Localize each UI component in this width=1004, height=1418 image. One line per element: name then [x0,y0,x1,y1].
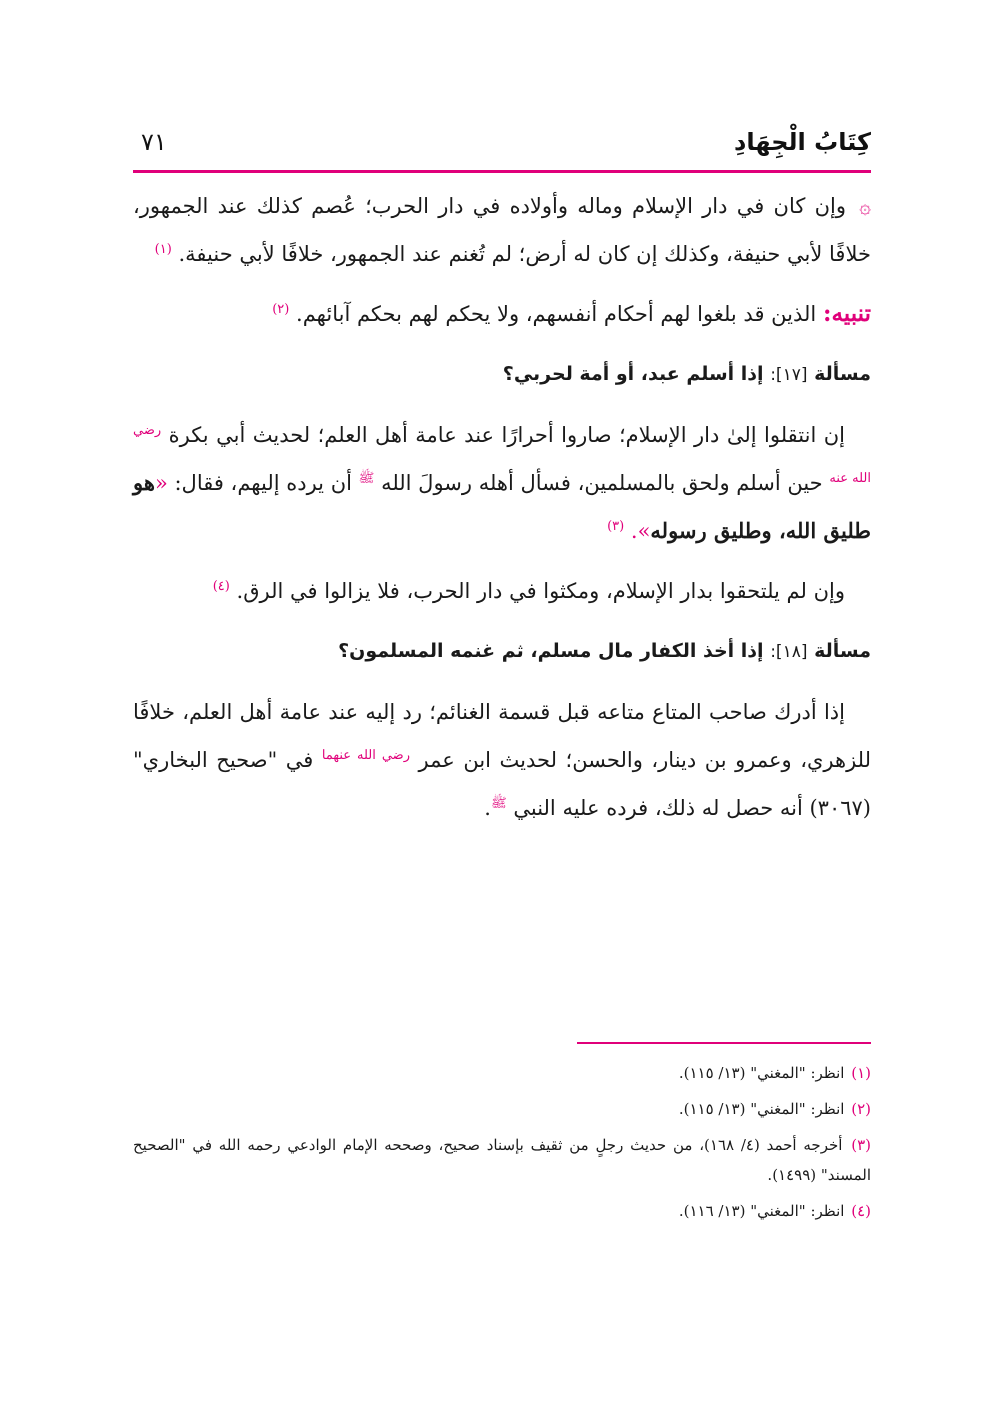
tanbih-label: تنبيه: [822,300,871,327]
paragraph-4 [133,688,871,832]
footnote-number: (١) [851,1064,871,1082]
masala-17-heading [133,350,871,399]
footnote-number: (٤) [851,1202,871,1220]
paragraph-3 [133,567,871,615]
footnote-ref-3[interactable]: (٣) [607,519,625,534]
quote-close: ». [630,519,651,543]
honorific-radiyallah-icon: رضي الله عنهما [321,748,410,763]
footnote-ref-2[interactable]: (٢) [272,302,290,317]
footnote-number: (٢) [851,1100,871,1118]
honorific-radiyallah-icon: رضي الله عنه [133,423,871,486]
tanbih-text: الذين قد بلغوا لهم أحكام أنفسهم، ولا يحكم لهم بحكم آبائهم. [296,302,817,326]
footnote-3 [133,1130,871,1190]
paragraph-4-text-a: إذا أدرك صاحب المتاع متاعه قبل قسمة الغنائم؛ رد إليه عند عامة أهل العلم، خلافًا للزهري، وعمرو بن دينار، والحسن؛ لحديث ابن عمر [133,700,872,772]
book-page [133,120,871,1310]
footnote-2 [133,1094,871,1124]
masala-17-label: مسألة [814,363,871,385]
tanbih-paragraph [133,290,871,338]
paragraph-2-text-b: حين أسلم ولحق بالمسلمين، فسأل أهله رسولَ الله [381,471,823,495]
paragraph-4-text-b: في "صحيح البخاري" (٣٠٦٧) أنه حصل له ذلك، فرده عليه النبي [133,748,871,820]
masala-18-label: مسألة [814,640,871,662]
footnote-text: انظر: "المغني" (١٣/ ١١٥). [678,1064,845,1082]
masala-18-number: [١٨]: [770,642,808,662]
footnote-divider [577,1042,871,1044]
footnote-ref-4[interactable]: (٤) [212,579,230,594]
masala-18-heading [133,627,871,676]
flower-ornament-icon: ۞ [859,194,871,218]
footnote-number: (٣) [851,1136,871,1154]
footnote-ref-1[interactable]: (١) [154,242,172,257]
paragraph-1-text: وإن كان في دار الإسلام وماله وأولاده في دار الحرب؛ عُصم كذلك عند الجمهور، خلافًا لأبي حنيفة، وكذلك إن كان له أرض؛ لم تُغنم عند الجمهور، خلافًا لأبي حنيفة. [133,194,871,266]
footnote-text: انظر: "المغني" (١٣/ ١١٦). [678,1202,845,1220]
main-text [133,182,871,844]
footnote-1 [133,1058,871,1088]
footnotes [133,1058,871,1232]
paragraph-2-text-c: أن يرده إليهم، فقال: [174,471,352,495]
chapter-title: كِتَابُ الْجِهَادِ [734,128,871,156]
masala-17-number: [١٧]: [770,365,808,385]
masala-17-title: إذا أسلم عبد، أو أمة لحربي؟ [502,363,764,385]
paragraph-2-text-a: إن انتقلوا إلىٰ دار الإسلام؛ صاروا أحرارًا عند عامة أهل العلم؛ لحديث أبي بكرة [168,423,845,447]
quote-open: « [154,471,168,495]
page-number: ٧١ [141,128,167,156]
footnote-text: انظر: "المغني" (١٣/ ١١٥). [678,1100,845,1118]
masala-18-title: إذا أخذ الكفار مال مسلم، ثم غنمه المسلمون؟ [338,640,764,662]
honorific-salla-icon: ﷺ [490,796,507,811]
paragraph-4-text-c: . [484,796,491,820]
footnote-4 [133,1196,871,1226]
paragraph-1 [133,182,871,278]
hadith-text: هو طليق الله، وطليق رسوله [133,470,871,543]
honorific-salla-icon: ﷺ [358,471,375,486]
paragraph-2 [133,411,871,555]
page-header [133,128,871,168]
footnote-text: أخرجه أحمد (٤/ ١٦٨)، من حديث رجلٍ من ثقيف بإسناد صحيح، وصححه الإمام الوادعي رحمه الله في "الصحيح المسند" (١٤٩٩). [133,1136,871,1184]
header-divider [133,170,871,173]
paragraph-3-text: وإن لم يلتحقوا بدار الإسلام، ومكثوا في دار الحرب، فلا يزالوا في الرق. [236,579,845,603]
